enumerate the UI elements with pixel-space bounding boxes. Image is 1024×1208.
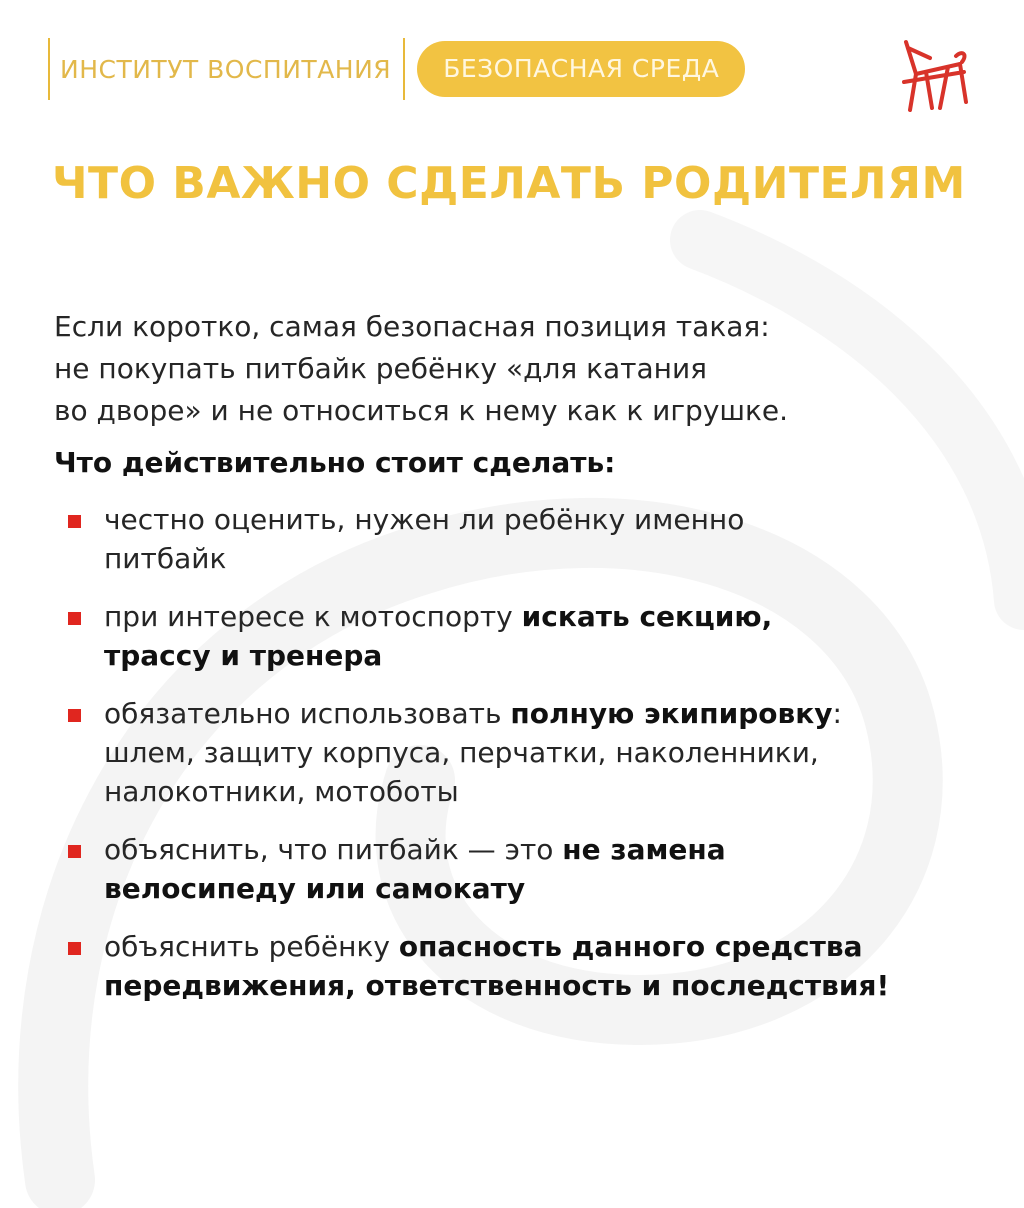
item-text: объяснить, что питбайк — это	[104, 833, 563, 866]
intro-line: не покупать питбайк ребёнку «для катания	[54, 352, 707, 385]
item-emphasis: опасность данного средства	[398, 930, 863, 963]
chair-logo-icon	[896, 34, 972, 114]
item-text: объяснить ребёнку	[104, 930, 399, 963]
item-emphasis: трассу и тренера	[104, 639, 383, 672]
item-emphasis: не замена	[562, 833, 726, 866]
intro-paragraph	[54, 306, 954, 432]
item-text: честно оценить, нужен ли ребёнку именно	[104, 503, 745, 536]
bullet-square-icon	[68, 709, 81, 722]
intro-line: Если коротко, самая безопасная позиция такая:	[54, 310, 770, 343]
list-item	[68, 830, 968, 908]
item-text: налокотники, мотоботы	[104, 775, 459, 808]
bullet-square-icon	[68, 845, 81, 858]
item-text: питбайк	[104, 542, 227, 575]
bullet-square-icon	[68, 612, 81, 625]
intro-line: во дворе» и не относиться к нему как к игрушке.	[54, 394, 789, 427]
item-emphasis: полную экипировку	[510, 697, 833, 730]
item-text: :	[832, 697, 842, 730]
list-item	[68, 927, 968, 1005]
list-item	[68, 694, 968, 811]
list-item	[68, 500, 968, 578]
item-emphasis: искать секцию,	[521, 600, 773, 633]
divider-middle	[403, 38, 405, 100]
item-text: при интересе к мотоспорту	[104, 600, 522, 633]
org-name: ИНСТИТУТ ВОСПИТАНИЯ	[60, 54, 392, 84]
list-item	[68, 597, 968, 675]
header	[48, 38, 745, 100]
page-title: ЧТО ВАЖНО СДЕЛАТЬ РОДИТЕЛЯМ	[52, 158, 966, 209]
bullet-square-icon	[68, 942, 81, 955]
bullet-square-icon	[68, 515, 81, 528]
item-emphasis: передвижения, ответственность и последствия!	[104, 969, 890, 1002]
item-text: обязательно использовать	[104, 697, 511, 730]
list-heading: Что действительно стоит сделать:	[54, 446, 616, 479]
item-emphasis: велосипеду или самокату	[104, 872, 526, 905]
recommendation-list	[68, 500, 968, 1024]
item-text: шлем, защиту корпуса, перчатки, наколенники,	[104, 736, 819, 769]
section-tag: БЕЗОПАСНАЯ СРЕДА	[417, 41, 745, 97]
